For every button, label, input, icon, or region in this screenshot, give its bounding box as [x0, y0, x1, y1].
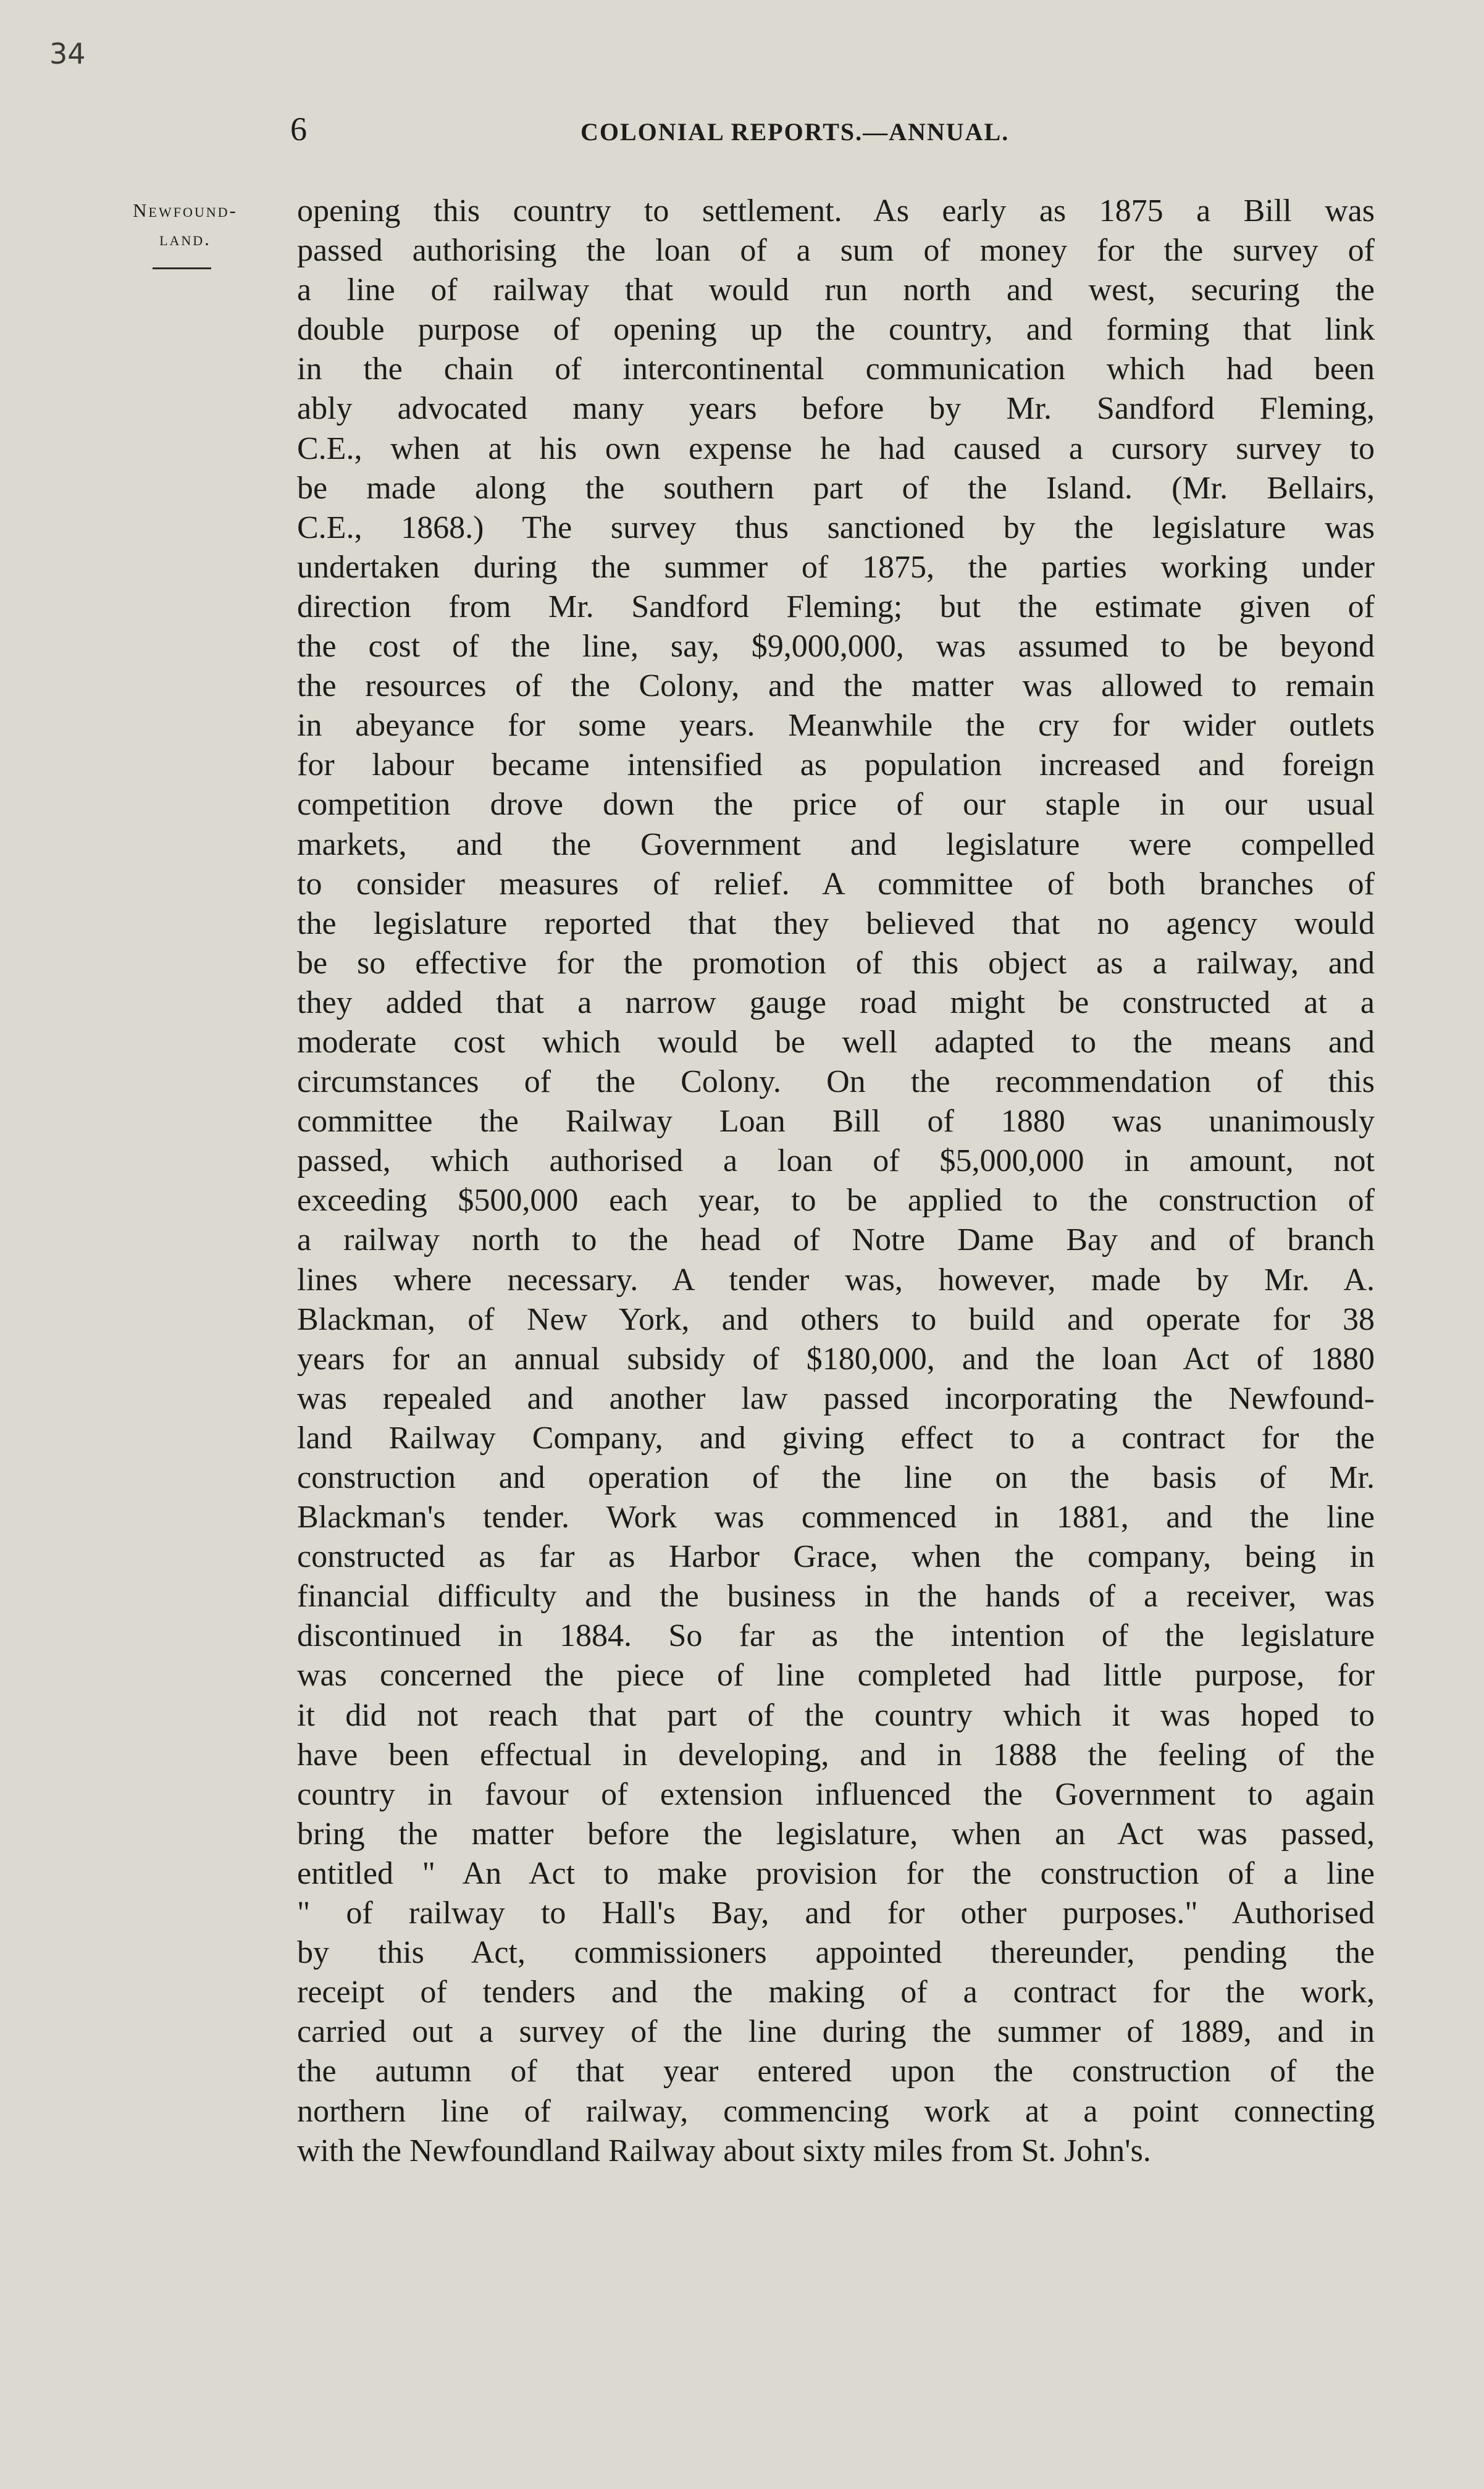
scan-page-number: 34 [49, 37, 86, 70]
body-line: double purpose of opening up the country, and forming that link [297, 312, 1375, 348]
body-line: was repealed and another law passed incorporating the Newfound- [297, 1380, 1375, 1416]
body-line: with the Newfoundland Railway about sixty miles from St. John's. [297, 2133, 1151, 2168]
body-line: a line of railway that would run north and west, securing the [297, 272, 1375, 308]
body-line: they added that a narrow gauge road might be constructed at a [297, 984, 1375, 1020]
body-line: land Railway Company, and giving effect to a contract for the [297, 1420, 1375, 1456]
body-line: be made along the southern part of the Island. (Mr. Bellairs, [297, 470, 1375, 506]
margin-note-line-2: land. [159, 228, 211, 250]
body-line: bring the matter before the legislature, when an Act was passed, [297, 1816, 1375, 1852]
body-line: the legislature reported that they believed that no agency would [297, 905, 1375, 941]
body-line: moderate cost which would be well adapted to the means and [297, 1024, 1375, 1060]
body-line: circumstances of the Colony. On the recommendation of this [297, 1064, 1375, 1100]
body-line: northern line of railway, commencing work at a point connecting [297, 2093, 1375, 2129]
body-line: exceeding $500,000 each year, to be applied to the construction of [297, 1183, 1375, 1219]
body-line: receipt of tenders and the making of a contract for the work, [297, 1975, 1375, 2010]
body-line: passed, which authorised a loan of $5,000,000 in amount, not [297, 1143, 1375, 1179]
body-line: discontinued in 1884. So far as the intention of the legislature [297, 1618, 1375, 1654]
margin-note [102, 196, 269, 253]
margin-note-line-1: Newfound- [133, 199, 238, 221]
body-line: years for an annual subsidy of $180,000, and the loan Act of 1880 [297, 1341, 1375, 1377]
body-line: for labour became intensified as population increased and foreign [297, 747, 1375, 783]
body-line: Blackman, of New York, and others to build and operate for 38 [297, 1301, 1375, 1337]
body-line: C.E., when at his own expense he had caused a cursory survey to [297, 430, 1375, 466]
body-text [297, 191, 1375, 2171]
body-line: the resources of the Colony, and the matter was allowed to remain [297, 668, 1375, 704]
body-line: passed authorising the loan of a sum of money for the survey of [297, 233, 1375, 269]
body-line: the autumn of that year entered upon the construction of the [297, 2054, 1375, 2089]
body-line: entitled " An Act to make provision for the construction of a line [297, 1855, 1375, 1891]
body-line: have been effectual in developing, and in 1888 the feeling of the [297, 1737, 1375, 1773]
body-line: to consider measures of relief. A committee of both branches of [297, 866, 1375, 902]
body-line: markets, and the Government and legislature were compelled [297, 826, 1375, 862]
body-line: be so effective for the promotion of this object as a railway, and [297, 945, 1375, 981]
body-line: lines where necessary. A tender was, however, made by Mr. A. [297, 1262, 1375, 1298]
margin-note-rule [153, 267, 211, 269]
body-line: was concerned the piece of line completed had little purpose, for [297, 1658, 1375, 1694]
body-line: carried out a survey of the line during the summer of 1889, and in [297, 2014, 1375, 2050]
body-line: competition drove down the price of our staple in our usual [297, 787, 1375, 823]
body-line: direction from Mr. Sandford Fleming; but the estimate given of [297, 589, 1375, 624]
body-line: it did not reach that part of the country which it was hoped to [297, 1697, 1375, 1733]
body-line: a railway north to the head of Notre Dame Bay and of branch [297, 1222, 1375, 1258]
body-line: by this Act, commissioners appointed thereunder, pending the [297, 1935, 1375, 1971]
body-line: " of railway to Hall's Bay, and for other purposes." Authorised [297, 1895, 1375, 1931]
body-line: financial difficulty and the business in the hands of a receiver, was [297, 1579, 1375, 1614]
body-line: C.E., 1868.) The survey thus sanctioned by the legislature was [297, 510, 1375, 545]
page-number: 6 [290, 111, 307, 148]
body-line: committee the Railway Loan Bill of 1880 was unanimously [297, 1104, 1375, 1140]
body-line: constructed as far as Harbor Grace, when the company, being in [297, 1539, 1375, 1575]
body-line: country in favour of extension influenced the Government to again [297, 1776, 1375, 1812]
body-line: ably advocated many years before by Mr. Sandford Fleming, [297, 391, 1375, 427]
body-line: undertaken during the summer of 1875, the parties working under [297, 549, 1375, 585]
body-line: in abeyance for some years. Meanwhile the cry for wider outlets [297, 708, 1375, 744]
body-line: construction and operation of the line on the basis of Mr. [297, 1460, 1375, 1495]
body-line: Blackman's tender. Work was commenced in 1881, and the line [297, 1500, 1375, 1535]
body-line: in the chain of intercontinental communication which had been [297, 351, 1375, 387]
body-line: opening this country to settlement. As early as 1875 a Bill was [297, 193, 1375, 229]
body-line: the cost of the line, say, $9,000,000, was assumed to be beyond [297, 629, 1375, 665]
running-head: COLONIAL REPORTS.—ANNUAL. [581, 118, 1010, 146]
